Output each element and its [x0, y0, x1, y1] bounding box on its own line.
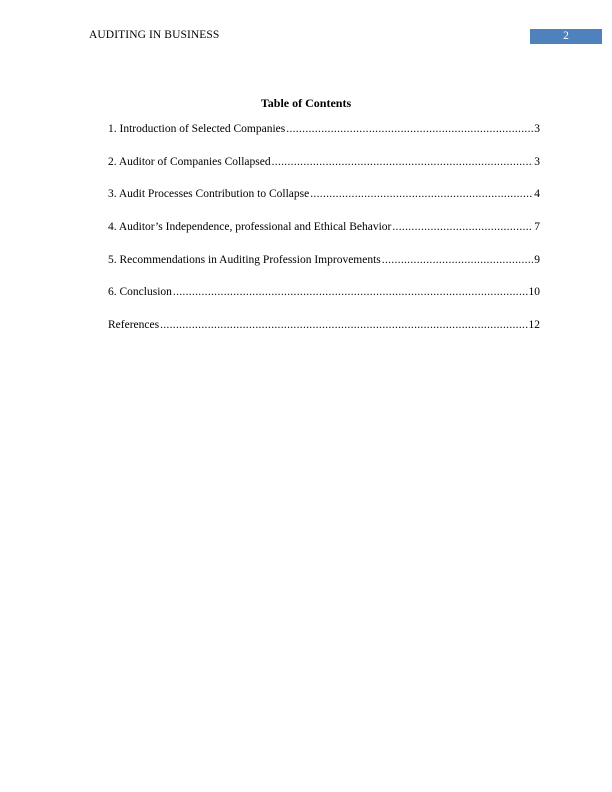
toc-dot-leader — [392, 221, 533, 233]
toc-entry-recommendations[interactable] — [108, 254, 540, 287]
toc-dot-leader — [382, 254, 533, 266]
toc-entry-label: 2. Auditor of Companies Collapsed — [108, 155, 271, 168]
running-head: AUDITING IN BUSINESS — [89, 29, 220, 41]
toc-entry-label: 3. Audit Processes Contribution to Collapse — [108, 188, 310, 201]
toc-entry-label: References — [108, 319, 160, 332]
toc-entry-introduction[interactable] — [108, 123, 540, 156]
toc-dot-leader — [286, 123, 533, 135]
toc-entry-label: 4. Auditor’s Independence, professional and Ethical Behavior — [108, 221, 392, 234]
toc-entry-label: 6. Conclusion — [108, 286, 172, 299]
toc-entry-page: 4 — [534, 188, 540, 201]
toc-title: Table of Contents — [260, 96, 352, 110]
toc-entry-page: 3 — [534, 123, 540, 135]
toc-dot-leader — [173, 286, 528, 298]
toc-entry-auditor-of-companies[interactable] — [108, 156, 540, 189]
toc-entry-page: 9 — [534, 253, 540, 266]
page-number-badge: 2 — [530, 29, 602, 44]
toc-entry-auditor-independence[interactable] — [108, 221, 540, 254]
toc-entry-page: 7 — [534, 221, 540, 234]
toc-dot-leader — [310, 188, 533, 200]
toc-entry-page: 10 — [528, 286, 540, 299]
toc-entry-page: 12 — [528, 319, 540, 332]
toc-entry-label: 1. Introduction of Selected Companies — [108, 123, 286, 135]
table-of-contents — [108, 123, 540, 352]
toc-entry-label: 5. Recommendations in Auditing Profession Improvements — [108, 253, 381, 266]
toc-entry-conclusion[interactable] — [108, 286, 540, 319]
toc-entry-references[interactable] — [108, 319, 540, 352]
toc-entry-audit-processes[interactable] — [108, 188, 540, 221]
toc-dot-leader — [272, 156, 534, 168]
toc-entry-page: 3 — [534, 155, 540, 168]
toc-dot-leader — [160, 319, 527, 331]
